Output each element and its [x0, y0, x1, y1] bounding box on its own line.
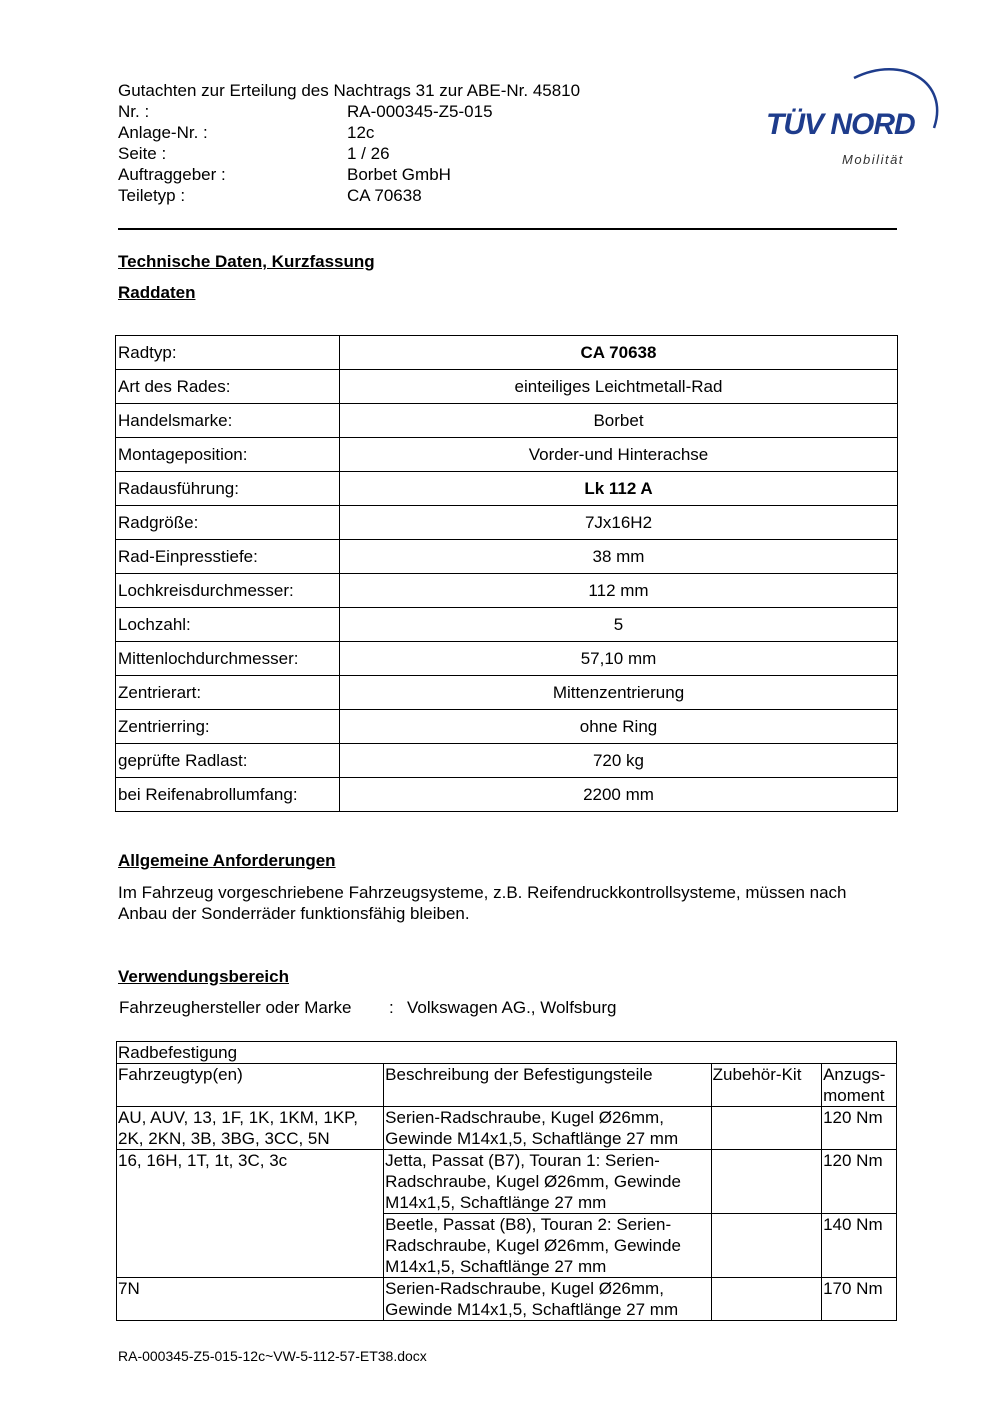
row-label: Radgröße: [116, 506, 340, 540]
table-row [117, 1278, 897, 1321]
header-key: Teiletyp : [118, 186, 186, 205]
header-row-seite [118, 143, 580, 164]
column-header: Zubehör-Kit [711, 1064, 821, 1107]
description-cell: Serien-Radschraube, Kugel Ø26mm, Gewinde M14x1,5, Schaftlänge 27 mm [384, 1278, 711, 1321]
logo-wordmark: TÜV NORD [766, 108, 915, 141]
header-value: Borbet GmbH [347, 165, 451, 184]
table-row [116, 574, 898, 608]
row-label: geprüfte Radlast: [116, 744, 340, 778]
row-value: 5 [340, 608, 898, 642]
header-value: 1 / 26 [347, 144, 390, 163]
kit-cell [711, 1214, 821, 1278]
table-row [116, 676, 898, 710]
row-value: ohne Ring [340, 710, 898, 744]
table-header-row [117, 1064, 897, 1107]
types-cell: AU, AUV, 13, 1F, 1K, 1KM, 1KP, 2K, 2KN, 3B, 3BG, 3CC, 5N [117, 1107, 384, 1150]
table-row [116, 778, 898, 812]
maker-label: Fahrzeughersteller oder Marke [119, 998, 352, 1017]
table-row [117, 1150, 897, 1214]
footer-filename: RA-000345-Z5-015-12c~VW-5-112-57-ET38.docx [118, 1348, 427, 1364]
table-row [116, 506, 898, 540]
description-cell: Jetta, Passat (B7), Touran 1: Serien-Radschraube, Kugel Ø26mm, Gewinde M14x1,5, Schaftlänge 27 mm [384, 1150, 711, 1214]
column-header: Anzugs-moment [822, 1064, 897, 1107]
row-label: bei Reifenabrollumfang: [116, 778, 340, 812]
row-value: 2200 mm [340, 778, 898, 812]
row-value: 57,10 mm [340, 642, 898, 676]
wheel-data-table [115, 335, 898, 812]
logo-subtitle: Mobilität [842, 152, 904, 167]
header-value: RA-000345-Z5-015 [347, 102, 493, 121]
row-value: Lk 112 A [340, 472, 898, 506]
section-raddaten: Raddaten [118, 283, 196, 302]
section-allgemeine-anforderungen: Allgemeine Anforderungen [118, 851, 336, 870]
row-value: CA 70638 [340, 336, 898, 370]
torque-cell: 120 Nm [822, 1150, 897, 1214]
description-cell: Serien-Radschraube, Kugel Ø26mm, Gewinde M14x1,5, Schaftlänge 27 mm [384, 1107, 711, 1150]
table-row [116, 438, 898, 472]
row-label: Handelsmarke: [116, 404, 340, 438]
table-row [117, 1107, 897, 1150]
header-value: CA 70638 [347, 186, 422, 205]
types-cell: 7N [117, 1278, 384, 1321]
table-row [116, 744, 898, 778]
header-key: Auftraggeber : [118, 165, 226, 184]
header-divider [118, 228, 897, 230]
row-label: Rad-Einpresstiefe: [116, 540, 340, 574]
maker-separator: : [389, 998, 394, 1017]
table-caption-row [117, 1042, 897, 1064]
row-label: Montageposition: [116, 438, 340, 472]
column-header: Beschreibung der Befestigungsteile [384, 1064, 711, 1107]
row-label: Zentrierring: [116, 710, 340, 744]
row-label: Lochkreisdurchmesser: [116, 574, 340, 608]
header-row-teiletyp [118, 185, 580, 206]
document-title: Gutachten zur Erteilung des Nachtrags 31 zur ABE-Nr. 45810 [118, 81, 581, 100]
torque-cell: 120 Nm [822, 1107, 897, 1150]
allgemeine-paragraph: Im Fahrzeug vorgeschriebene Fahrzeugsysteme, z.B. Reifendruckkontrollsysteme, müssen nach Anbau der Sonderräder funktionsfähig bleiben. [118, 883, 847, 923]
row-label: Radtyp: [116, 336, 340, 370]
row-label: Art des Rades: [116, 370, 340, 404]
kit-cell [711, 1150, 821, 1214]
row-value: 112 mm [340, 574, 898, 608]
table-row [116, 404, 898, 438]
row-label: Radausführung: [116, 472, 340, 506]
table-row [116, 336, 898, 370]
row-label: Mittenlochdurchmesser: [116, 642, 340, 676]
table-row [116, 710, 898, 744]
torque-cell: 170 Nm [822, 1278, 897, 1321]
header-row-anlage [118, 122, 580, 143]
document-header [118, 80, 580, 206]
section-technische-daten: Technische Daten, Kurzfassung [118, 252, 375, 271]
types-cell: 16, 16H, 1T, 1t, 3C, 3c [117, 1150, 384, 1278]
header-key: Seite : [118, 144, 167, 163]
kit-cell [711, 1107, 821, 1150]
row-value: 38 mm [340, 540, 898, 574]
row-value: Vorder-und Hinterachse [340, 438, 898, 472]
row-value: Borbet [340, 404, 898, 438]
table-row [116, 540, 898, 574]
maker-value: Volkswagen AG., Wolfsburg [407, 998, 617, 1017]
table-row [116, 608, 898, 642]
header-key: Nr. : [118, 102, 150, 121]
row-value: 720 kg [340, 744, 898, 778]
table-row [116, 642, 898, 676]
torque-cell: 140 Nm [822, 1214, 897, 1278]
header-row-nr [118, 101, 580, 122]
tuv-nord-logo [762, 56, 942, 171]
description-cell: Beetle, Passat (B8), Touran 2: Serien-Radschraube, Kugel Ø26mm, Gewinde M14x1,5, Schaftlänge 27 mm [384, 1214, 711, 1278]
column-header: Fahrzeugtyp(en) [117, 1064, 384, 1107]
table-row [116, 472, 898, 506]
radbefestigung-table [116, 1041, 897, 1321]
table-row [116, 370, 898, 404]
header-key: Anlage-Nr. : [118, 123, 208, 142]
row-label: Lochzahl: [116, 608, 340, 642]
row-value: Mittenzentrierung [340, 676, 898, 710]
maker-line [119, 998, 616, 1018]
table-caption: Radbefestigung [117, 1042, 897, 1064]
kit-cell [711, 1278, 821, 1321]
row-label: Zentrierart: [116, 676, 340, 710]
row-value: einteiliges Leichtmetall-Rad [340, 370, 898, 404]
header-row-auftraggeber [118, 164, 580, 185]
row-value: 7Jx16H2 [340, 506, 898, 540]
section-verwendungsbereich: Verwendungsbereich [118, 967, 289, 986]
header-value: 12c [347, 123, 375, 142]
